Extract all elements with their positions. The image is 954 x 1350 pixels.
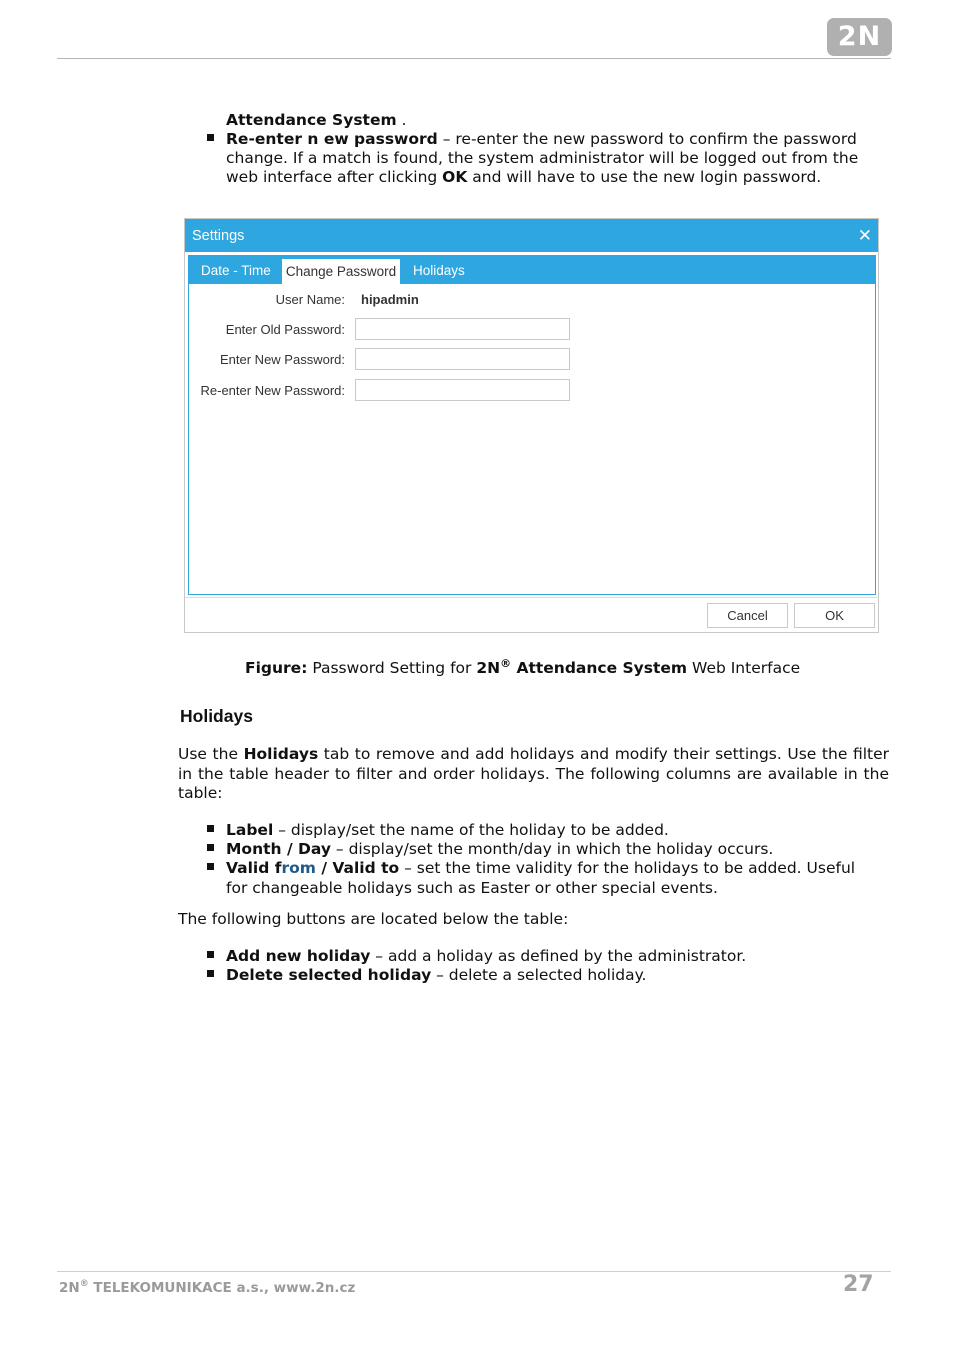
bullet-icon: [207, 970, 214, 977]
valid-desc-line-2: for changeable holidays such as Easter or other special events.: [226, 879, 718, 897]
ok-term: OK: [442, 168, 468, 186]
figure-caption: [245, 654, 800, 678]
reenter-bullet-line-1: [226, 130, 857, 149]
bullet-icon: [207, 134, 214, 141]
delete-holiday-desc: – delete a selected holiday.: [431, 966, 647, 984]
tab-bar: [188, 255, 876, 285]
2n-logo: 2N: [827, 18, 892, 56]
footer-rule: [57, 1271, 891, 1272]
caption-prefix: Figure:: [245, 659, 308, 678]
footer-reg: ®: [79, 1279, 89, 1289]
label-term: Label: [226, 821, 274, 839]
caption-product: Attendance System: [511, 659, 688, 678]
reenter-desc-3a: web interface after clicking: [226, 168, 443, 186]
new-password-label: Enter New Password:: [220, 352, 345, 367]
dialog-title: Settings: [192, 228, 245, 244]
ok-button[interactable]: OK: [794, 603, 875, 628]
caption-brand: 2N: [476, 659, 501, 678]
reenter-bullet-line-3: [226, 168, 821, 187]
caption-suffix: Web Interface: [687, 659, 801, 678]
holidays-paragraph: [178, 745, 889, 804]
list-item: [226, 821, 669, 840]
holidays-para-a: Use the: [178, 745, 244, 763]
reenter-desc-3b: and will have to use the new login password.: [467, 168, 822, 186]
intro-line-1: [226, 111, 406, 130]
user-name-value: hipadmin: [361, 292, 419, 307]
list-item: [226, 966, 646, 985]
old-password-field[interactable]: [355, 318, 570, 340]
attendance-system-term: Attendance System: [226, 111, 397, 129]
reenter-term: Re-enter n ew password: [226, 130, 438, 148]
dialog-titlebar: [185, 219, 878, 252]
caption-reg: ®: [500, 657, 512, 670]
valid-term-a: Valid f: [226, 859, 282, 877]
add-holiday-term: Add new holiday: [226, 947, 371, 965]
month-day-term: Month / Day: [226, 840, 331, 858]
cancel-button[interactable]: Cancel: [707, 603, 788, 628]
caption-text: Password Setting for: [307, 659, 477, 678]
page-number: 27: [843, 1272, 874, 1297]
intro-line-1-rest: .: [396, 111, 407, 129]
holidays-term: Holidays: [243, 745, 319, 763]
dialog-footer-divider: [185, 597, 878, 598]
add-holiday-desc: – add a holiday as defined by the administrator.: [370, 947, 747, 965]
holidays-heading: Holidays: [180, 706, 253, 726]
settings-dialog: [184, 218, 879, 633]
tab-holidays[interactable]: Holidays: [413, 263, 465, 278]
delete-holiday-term: Delete selected holiday: [226, 966, 432, 984]
close-icon[interactable]: ✕: [857, 226, 872, 246]
valid-desc: – set the time validity for the holidays to be added. Useful: [399, 859, 856, 877]
buttons-intro: The following buttons are located below the table:: [178, 910, 569, 928]
footer-company: [59, 1279, 355, 1296]
user-name-label: User Name:: [275, 292, 345, 307]
change-password-panel: [188, 284, 876, 595]
reenter-password-field[interactable]: [355, 379, 570, 401]
valid-term-b: / Valid to: [315, 859, 400, 877]
holidays-para-b: tab to remove and add holidays and modify their settings. Use the filter in the table header to filter and order holidays. The following columns are available in the table:: [178, 745, 889, 802]
reenter-desc-1: – re-enter the new password to confirm the password: [437, 130, 857, 148]
tab-change-password[interactable]: Change Password: [282, 259, 400, 286]
month-day-desc: – display/set the month/day in which the holiday occurs.: [330, 840, 774, 858]
old-password-label: Enter Old Password:: [225, 322, 345, 337]
reenter-bullet-line-2: change. If a match is found, the system administrator will be logged out from the: [226, 149, 859, 167]
bullet-icon: [207, 825, 214, 832]
valid-term-blue: rom: [281, 859, 316, 877]
new-password-field[interactable]: [355, 348, 570, 370]
list-item: [226, 859, 855, 878]
bullet-icon: [207, 951, 214, 958]
reenter-password-label: Re-enter New Password:: [200, 383, 345, 398]
tab-date-time[interactable]: Date - Time: [201, 263, 271, 278]
footer-company-rest: TELEKOMUNIKACE a.s., www.2n.cz: [88, 1280, 356, 1296]
list-item: [226, 947, 746, 966]
footer-brand: 2N: [59, 1280, 80, 1296]
list-item: [226, 840, 773, 859]
bullet-icon: [207, 863, 214, 870]
bullet-icon: [207, 844, 214, 851]
header-rule: [57, 58, 891, 59]
label-desc: – display/set the name of the holiday to be added.: [273, 821, 669, 839]
